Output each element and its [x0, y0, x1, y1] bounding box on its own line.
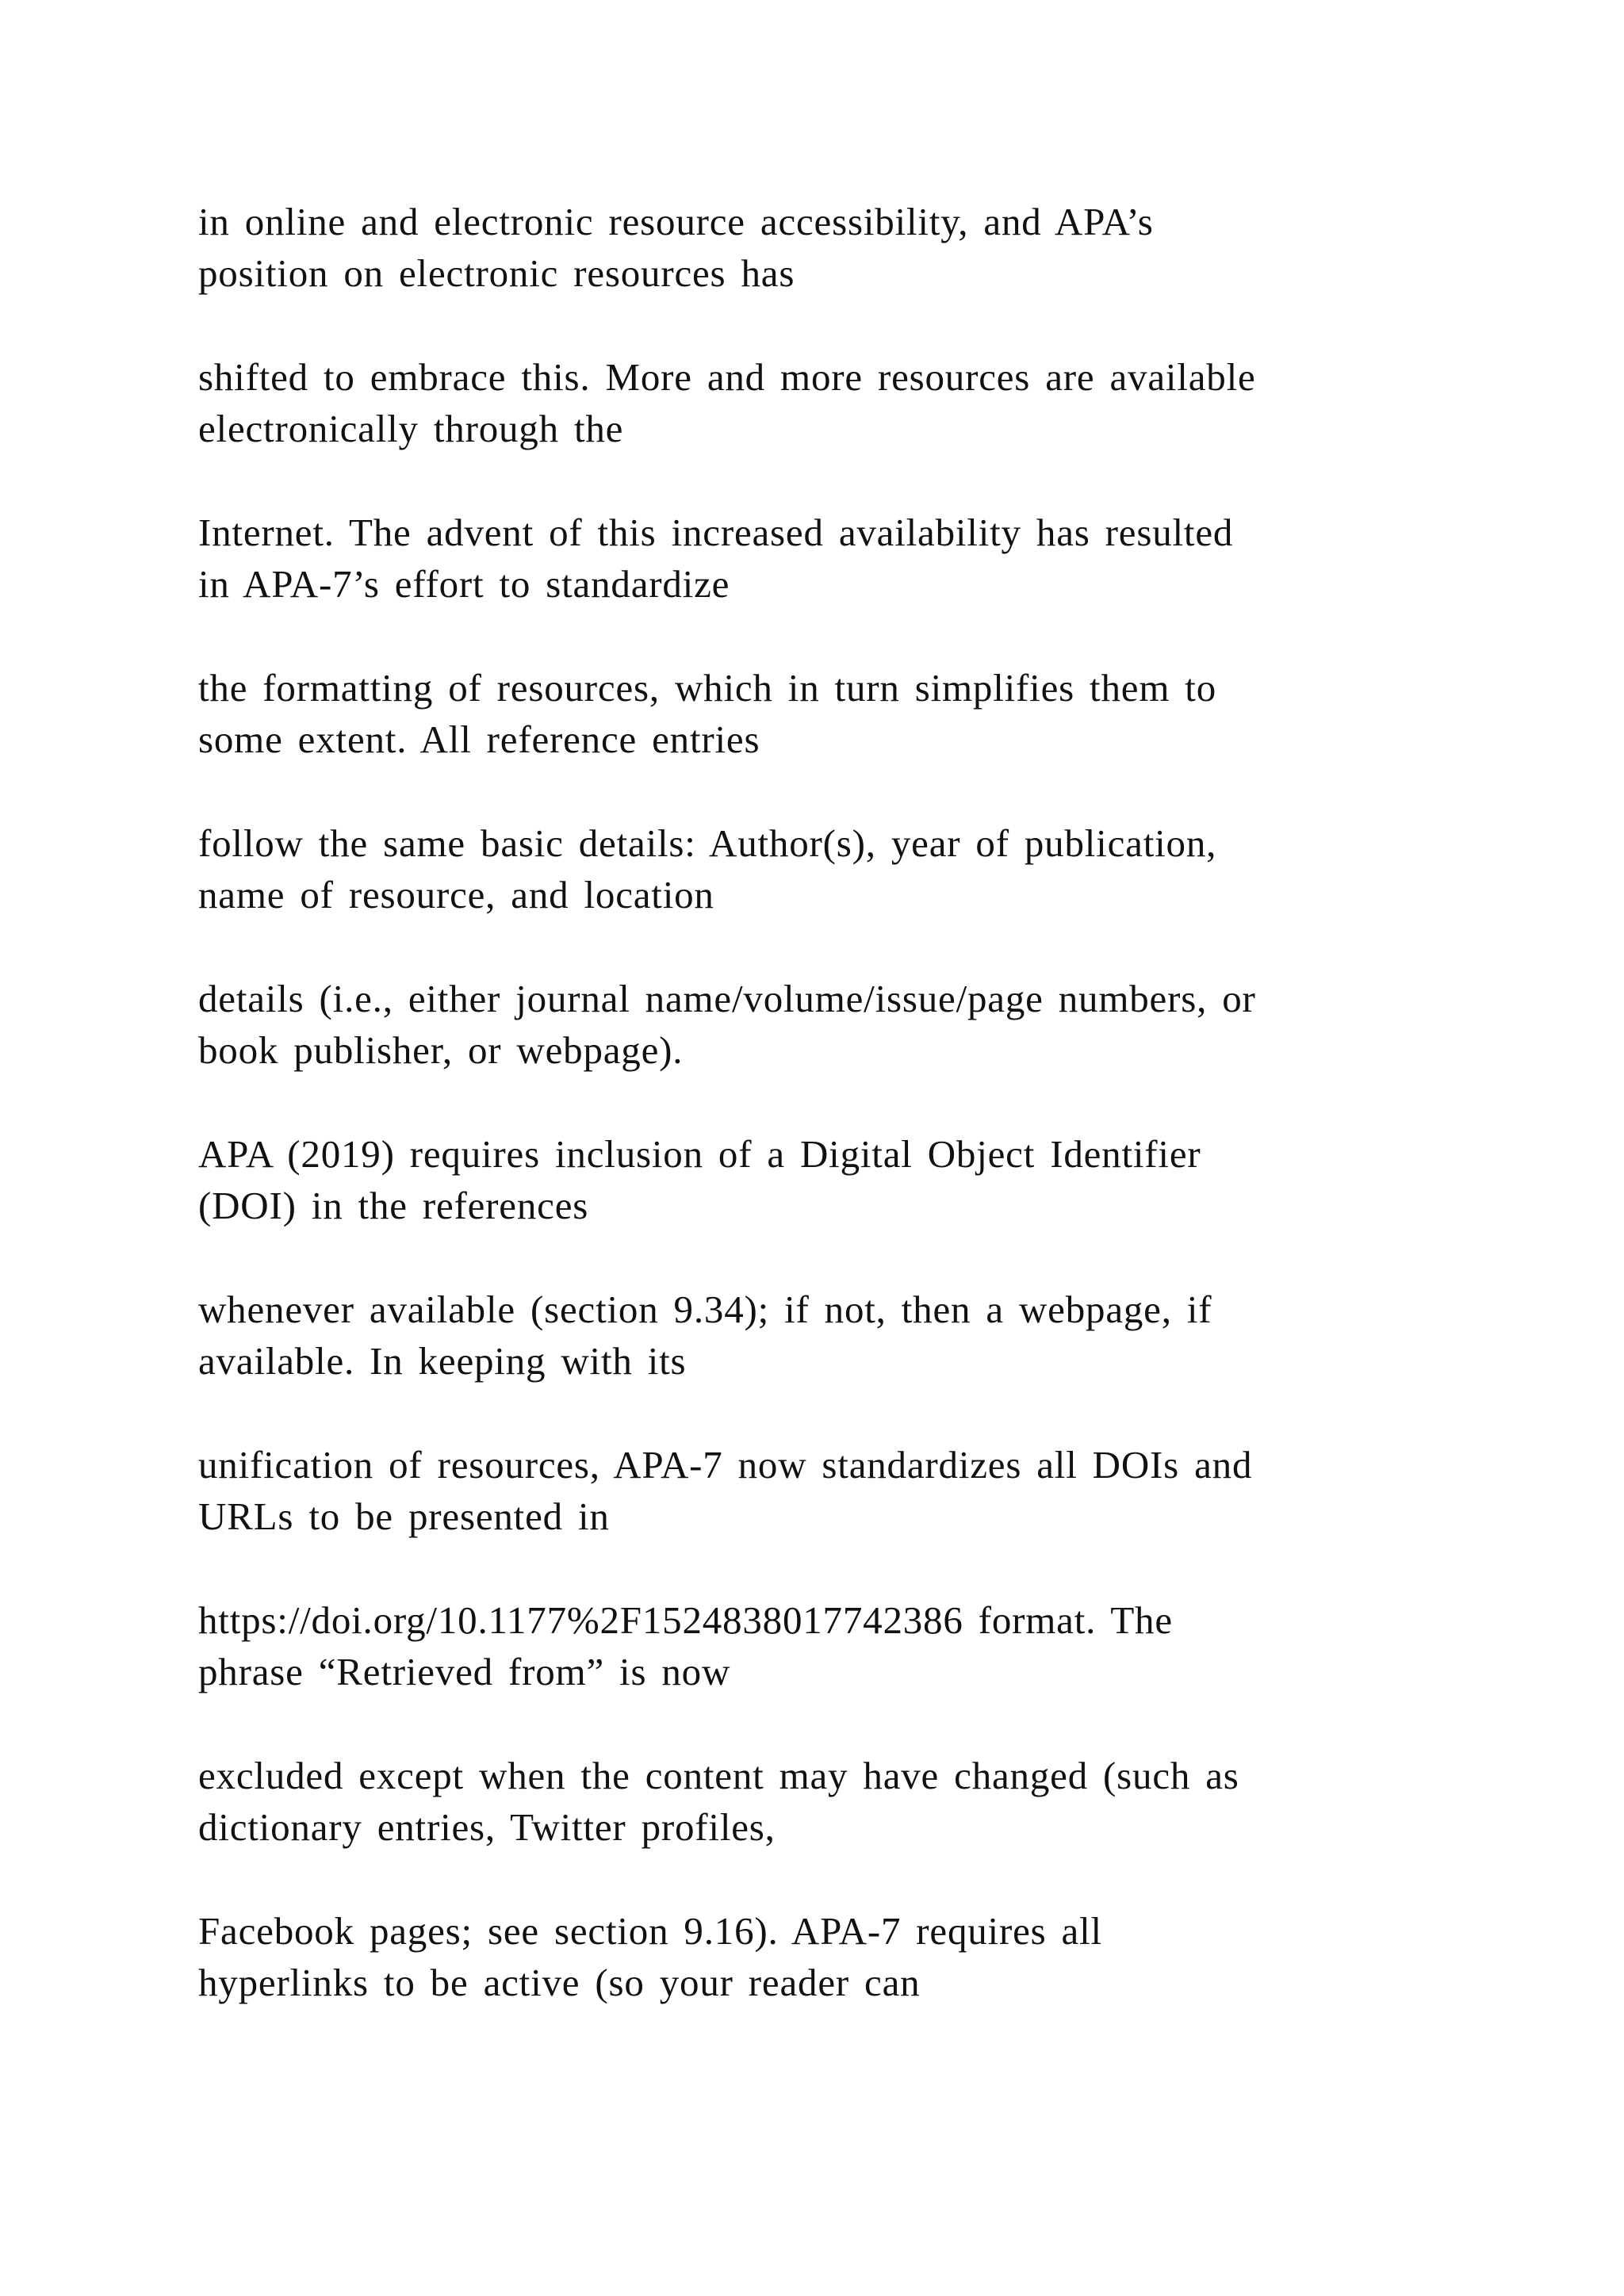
text-line: whenever available (section 9.34); if not, then a webpage, if	[198, 1288, 1212, 1331]
text-line: Facebook pages; see section 9.16). APA-7 requires all	[198, 1909, 1102, 1953]
text-line: electronically through the	[198, 407, 624, 450]
text-line: the formatting of resources, which in turn simplifies them to	[198, 666, 1216, 710]
paragraph	[198, 507, 1483, 610]
text-line: excluded except when the content may have changed (such as	[198, 1754, 1239, 1797]
text-line: book publisher, or webpage).	[198, 1028, 684, 1072]
paragraph	[198, 1594, 1483, 1697]
text-line: APA (2019) requires inclusion of a Digital Object Identifier	[198, 1132, 1201, 1176]
paragraph	[198, 1439, 1483, 1542]
text-line: hyperlinks to be active (so your reader can	[198, 1961, 921, 2004]
paragraph	[198, 351, 1483, 454]
paragraph	[198, 1750, 1483, 1853]
text-line: https://doi.org/10.1177%2F1524838017742386 format. The	[198, 1598, 1173, 1642]
paragraph	[198, 817, 1483, 920]
text-line: phrase “Retrieved from” is now	[198, 1650, 731, 1693]
text-line: URLs to be presented in	[198, 1494, 610, 1538]
paragraph	[198, 1284, 1483, 1387]
paragraph	[198, 196, 1483, 299]
paragraph	[198, 1905, 1483, 2008]
text-line: in APA-7’s effort to standardize	[198, 562, 730, 606]
text-line: unification of resources, APA-7 now standardizes all DOIs and	[198, 1443, 1253, 1487]
text-line: follow the same basic details: Author(s), year of publication,	[198, 821, 1217, 865]
text-line: shifted to embrace this. More and more resources are available	[198, 355, 1256, 399]
document-body	[198, 196, 1483, 2061]
text-line: (DOI) in the references	[198, 1184, 589, 1227]
text-line: in online and electronic resource accessibility, and APA’s	[198, 200, 1154, 243]
text-line: details (i.e., either journal name/volume/issue/page numbers, or	[198, 977, 1256, 1020]
text-line: available. In keeping with its	[198, 1339, 687, 1383]
paragraph	[198, 973, 1483, 1076]
paragraph	[198, 1128, 1483, 1231]
text-line: Internet. The advent of this increased availability has resulted	[198, 511, 1234, 554]
text-line: name of resource, and location	[198, 873, 714, 916]
text-line: dictionary entries, Twitter profiles,	[198, 1805, 776, 1849]
paragraph	[198, 662, 1483, 765]
text-line: some extent. All reference entries	[198, 718, 760, 761]
text-line: position on electronic resources has	[198, 251, 795, 295]
